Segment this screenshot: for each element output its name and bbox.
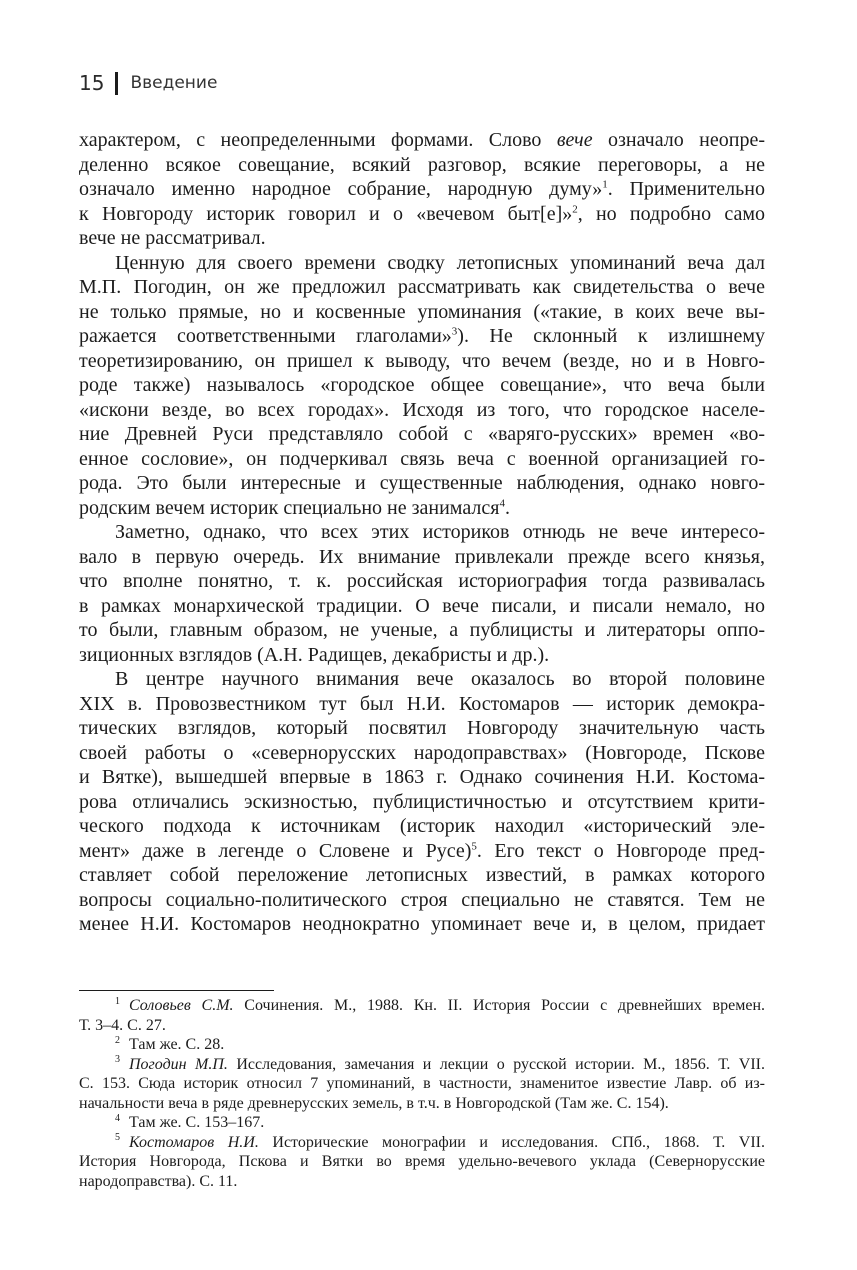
- main-text: [79, 128, 765, 937]
- text-line: «искони везде, во всех городах». Исходя из того, что городское населе-: [79, 398, 765, 421]
- page-number: 15: [79, 71, 105, 95]
- text-line: рова отличались эскизностью, публицистичностью и отсутствием крити-: [79, 790, 765, 813]
- footnote-line: Т. 3–4. С. 27.: [79, 1016, 166, 1034]
- text-line: деленно всякое совещание, всякий разговор, всякие переговоры, а не: [79, 153, 765, 176]
- footnote-line: начальности веча в ряде древнерусских земель, в т.ч. в Новгородской (Там же. С. 154).: [79, 1094, 669, 1112]
- text-line: зиционных взглядов (А.Н. Радищев, декабристы и др.).: [79, 643, 550, 666]
- text-line: Ценную для своего времени сводку летописных упоминаний веча дал: [115, 251, 765, 274]
- text-line: XIX в. Провозвестником тут был Н.И. Костомаров — историк демокра-: [79, 692, 765, 715]
- book-page: [79, 0, 765, 1270]
- text-line: ставляет собой переложение летописных известий, в рамках которого: [79, 864, 765, 886]
- footnote-line: $^1$ Соловьев С.М. Сочинения. М., 1988. Кн. II. История России с древнейших времен.: [115, 995, 766, 1014]
- text-line: вало в первую очередь. Их внимание привлекали прежде всего князья,: [79, 545, 765, 568]
- text-line: своей работы о «севернорусских народоправствах» (Новгороде, Пскове: [79, 741, 765, 764]
- text-line: рода. Это были интересные и существенные наблюдения, однако новго-: [79, 472, 765, 494]
- footnote-line: $^2$ Там же. С. 28.: [115, 1034, 225, 1053]
- text-line: ние Древней Руси представляло собой с «варяго-русских» времен «во-: [79, 423, 765, 445]
- text-line: характером, с неопределенными формами. Слово вече означало неопре-: [79, 129, 766, 151]
- text-line: менее Н.И. Костомаров неоднократно упоминает вече и, в целом, придает: [79, 913, 765, 935]
- footnote-line: С. 153. Сюда историк относил 7 упоминаний, в частности, знаменитое известие Лавр. об из-: [79, 1075, 765, 1092]
- footnote-separator: [79, 990, 274, 991]
- footnote-line: народоправства). С. 11.: [79, 1172, 238, 1190]
- text-line: ражается соответственными глаголами»$^3$). Не склонный к излишнему: [79, 325, 766, 347]
- text-line: родским вечем историк специально не занимался$^4$.: [79, 496, 510, 519]
- footnotes: [79, 996, 765, 1191]
- text-line: М.П. Погодин, он же предложил рассматривать как свидетельства о вече: [79, 276, 765, 298]
- running-header: [79, 71, 217, 95]
- footnote-line: $^5$ Костомаров Н.И. Исторические монографии и исследования. СПб., 1868. Т. VII.: [115, 1132, 766, 1151]
- text-line: теоретизированию, он пришел к выводу, что вечем (везде, но и в Новго-: [79, 349, 765, 372]
- text-line: вопросы социально-политического строя специально не ставятся. Тем не: [79, 888, 765, 911]
- text-line: енное сословие», он подчеркивал связь веча с военной организацией го-: [79, 447, 765, 470]
- footnote-line: $^4$ Там же. С. 153–167.: [115, 1112, 265, 1131]
- text-line: к Новгороду историк говорил и о «вечевом быт[е]»$^2$, но подробно само: [79, 202, 765, 225]
- text-line: в рамках монархической традиции. О вече писали, и писали немало, но: [79, 594, 765, 617]
- text-line: ческого подхода к источникам (историк находил «исторический эле-: [79, 815, 765, 837]
- header-divider: [115, 72, 118, 95]
- text-line: В центре научного внимания вече оказалось во второй половине: [115, 668, 765, 690]
- text-line: что вполне понятно, т. к. российская историография тогда развивалась: [79, 570, 765, 592]
- footnote-line: История Новгорода, Пскова и Вятки во время удельно-вечевого уклада (Севернорусские: [79, 1153, 765, 1170]
- text-line: тических взглядов, который посвятил Новгороду значительную часть: [79, 717, 765, 739]
- text-line: Заметно, однако, что всех этих историков отнюдь не вече интересо-: [115, 521, 765, 543]
- text-line: вече не рассматривал.: [79, 227, 266, 249]
- text-line: не только прямые, но и косвенные упоминания («такие, в коих вече вы-: [79, 300, 765, 323]
- text-line: то были, главным образом, не ученые, а публицисты и литераторы оппо-: [79, 619, 765, 641]
- text-line: означало именно народное собрание, народную думу»$^1$. Применительно: [79, 178, 765, 200]
- text-line: роде также) называлось «городское общее совещание», что веча были: [79, 374, 765, 396]
- footnote-line: $^3$ Погодин М.П. Исследования, замечания и лекции о русской истории. М., 1856. Т. VII.: [115, 1054, 766, 1073]
- text-line: мент» даже в легенде о Словене и Русе)$^5$. Его текст о Новгороде пред-: [79, 839, 765, 862]
- section-title: Введение: [130, 73, 218, 93]
- text-line: и Вятке), вышедшей впервые в 1863 г. Однако сочинения Н.И. Костома-: [79, 766, 765, 788]
